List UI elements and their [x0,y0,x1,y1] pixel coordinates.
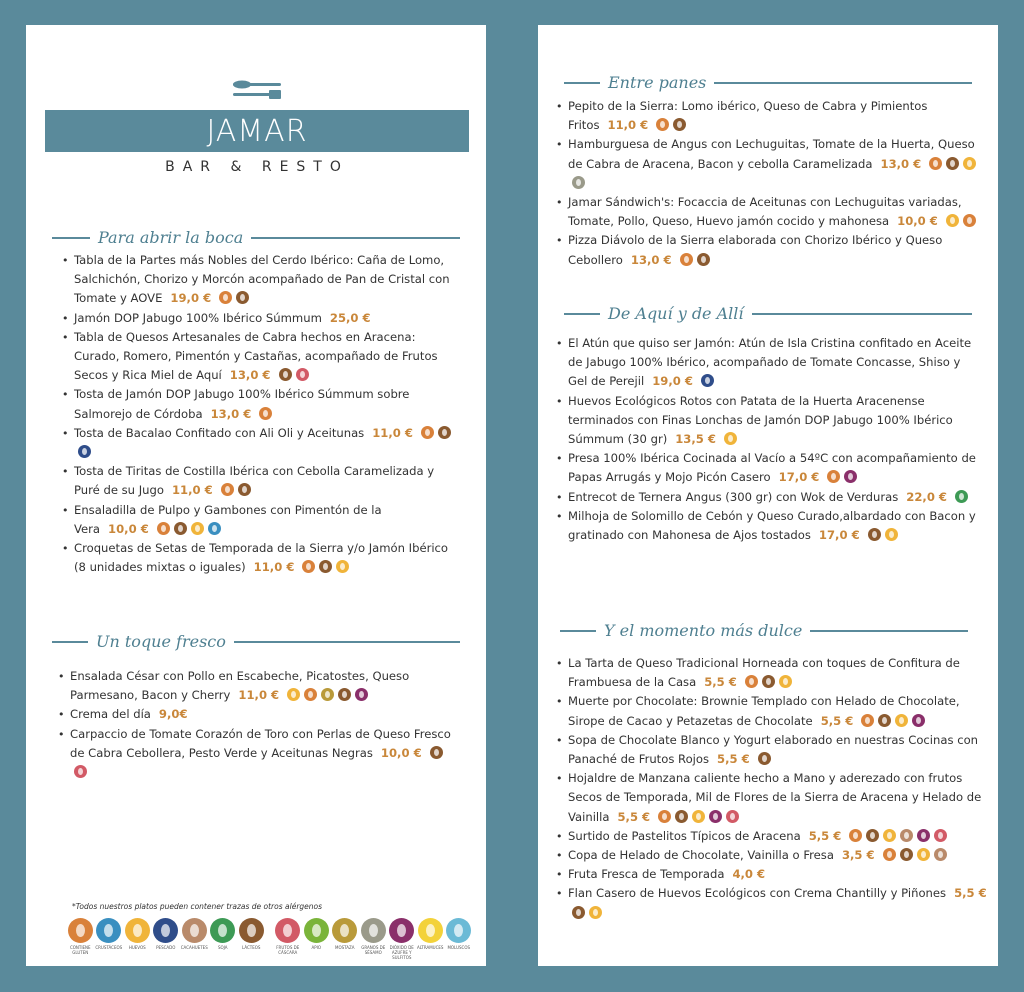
menu-item [58,725,458,783]
frutos-icon [934,829,947,842]
lacteos-icon [762,675,775,688]
section-title: Para abrir la boca [98,228,244,247]
sulfitos-icon [355,688,368,701]
huevo-icon [287,688,300,701]
menu-item-price: 10,0 € [380,745,422,760]
menu-item [556,193,980,231]
menu-item-text: Surtido de Pastelitos Típicos de Aracena [568,828,801,843]
pescado-icon [78,445,91,458]
huevo-icon [779,675,792,688]
huevo-icon [917,848,930,861]
menu-item-price: 19,0 € [170,291,212,306]
section-heading [564,73,972,92]
menu-item [556,865,996,884]
huevo-icon [191,522,204,535]
item-list [556,654,996,923]
legend-label: CONTIENE GLUTEN [69,945,91,955]
legend-item [180,918,209,960]
gluten-icon [259,407,272,420]
menu-item-price: 4,0 € [732,867,766,882]
mostaza-icon [332,918,357,943]
section-heading [564,304,972,323]
huevo-icon [946,214,959,227]
menu-item-price: 10,0 € [108,521,149,536]
section-title: Y el momento más dulce [604,621,803,640]
legend-label: MOSTAZA [335,945,355,950]
gluten-icon [68,918,93,943]
lacteos-icon [675,810,688,823]
huevo-icon [885,528,898,541]
lacteos-icon [438,426,451,439]
menu-item [58,667,458,705]
item-list [62,251,462,577]
menu-item-price: 22,0 € [906,489,947,504]
legend-label: LÁCTEOS [242,945,261,950]
menu-item [556,392,980,450]
menu-item-price: 11,0 € [238,688,280,703]
menu-item-text: Ensaladilla de Pulpo y Gambones con Pimentón de la Vera [74,502,382,536]
menu-page-left [26,25,486,966]
sulfitos-icon [912,714,925,727]
sesamo-icon [572,176,585,189]
menu-item-price: 17,0 € [818,528,860,543]
brand-banner [45,110,469,152]
section-heading [560,621,968,640]
allergen-legend [66,918,473,960]
legend-label: CACAHUETES [180,945,208,950]
menu-item-text: Flan Casero de Huevos Ecológicos con Crema Chantilly y Piñones [568,886,947,901]
menu-item [556,507,980,545]
menu-item-text: Hamburguesa de Angus con Lechuguitas, Tomate de la Huerta, Queso de Cabra de Aracena, Bacon y cebolla Caramelizada [568,137,975,171]
huevo-icon [883,829,896,842]
menu-item [58,705,458,724]
menu-item [62,328,462,386]
huevo-icon [724,432,737,445]
menu-item [556,135,980,193]
gluten-icon [221,483,234,496]
menu-item-price: 5,5 € [717,752,750,767]
cacahuete-icon [900,829,913,842]
cutlery-icon [231,77,283,103]
legend-item [209,918,238,960]
item-list [58,667,458,782]
legend-item [331,918,360,960]
menu-item-text: Jamón DOP Jabugo 100% Ibérico Súmmum [74,310,322,325]
lacteos-icon [697,253,710,266]
menu-item-text: Carpaccio de Tomate Corazón de Toro con Perlas de Queso Fresco de Cabra Cebollera, Pesto Verde y Aceitunas Negras [70,726,451,760]
menu-item [556,97,980,135]
menu-item-price: 11,0 € [171,483,213,498]
menu-item-text: Presa 100% Ibérica Cocinada al Vacío a 54ºC con acompañamiento de Papas Arrugás y Mojo Picón Casero [568,451,976,485]
menu-item [556,488,980,507]
menu-item-price: 5,5 € [704,675,737,690]
legend-item [416,918,445,960]
menu-item-price: 5,5 € [617,809,651,824]
sesamo-icon [361,918,386,943]
legend-item [274,918,303,960]
legend-item [123,918,152,960]
menu-item-price: 13,0 € [210,406,252,421]
brand-subtitle: BAR & RESTO [165,159,349,175]
lacteos-icon [900,848,913,861]
legend-item [237,918,266,960]
menu-item-text: Pepito de la Sierra: Lomo ibérico, Queso de Cabra y Pimientos Fritos [568,99,928,133]
lacteos-icon [868,528,881,541]
legend-item [66,918,95,960]
menu-item-price: 5,5 € [808,828,842,843]
menu-item [556,334,980,392]
legend-label: SOJA [217,945,228,950]
menu-item-price: 3,5 € [841,848,875,863]
menu-item-price: 11,0 € [372,425,413,440]
sulfitos-icon [844,470,857,483]
gluten-icon [421,426,434,439]
menu-item [556,884,996,922]
menu-page-right [538,25,998,966]
legend-item [359,918,388,960]
menu-item-price: 17,0 € [778,470,820,485]
menu-item-price: 13,5 € [675,432,716,447]
pescado-icon [153,918,178,943]
gluten-icon [883,848,896,861]
gluten-icon [304,688,317,701]
menu-item-price: 5,5 € [820,713,854,728]
lacteos-icon [673,118,686,131]
frutos-icon [726,810,739,823]
menu-item-text: Croquetas de Setas de Temporada de la Sierra y/o Jamón Ibérico (8 unidades mixtas o iguales) [74,541,449,575]
menu-item-price: 9,0€ [158,707,188,722]
gluten-icon [680,253,693,266]
menu-item [556,654,996,692]
lacteos-icon [758,752,771,765]
gluten-icon [656,118,669,131]
legend-item [302,918,331,960]
gluten-icon [219,291,232,304]
menu-item [556,731,996,769]
legend-label: CRUSTÁCEOS [95,945,123,950]
huevo-icon [336,560,349,573]
menu-item [62,539,462,577]
menu-item [62,251,462,309]
soja-icon [955,490,968,503]
menu-item [62,501,462,539]
item-list [556,334,980,545]
menu-item [556,827,996,846]
frutos-icon [74,765,87,778]
brand-name: JAMAR [206,113,308,149]
menu-item-price: 11,0 € [607,118,649,133]
lacteos-icon [430,746,443,759]
huevo-icon [692,810,705,823]
menu-item-text: Tosta de Jamón DOP Jabugo 100% Ibérico Súmmum sobre Salmorejo de Córdoba [74,387,410,421]
huevo-icon [895,714,908,727]
frutos-icon [275,918,300,943]
lacteos-icon [338,688,351,701]
menu-item-price: 13,0 € [630,252,672,267]
lacteos-icon [279,368,292,381]
menu-item-text: Jamar Sándwich's: Focaccia de Aceitunas con Lechuguitas variadas, Tomate, Pollo, Queso, Huevo jamón cocido y mahonesa [568,195,962,229]
menu-item-text: Milhoja de Solomillo de Cebón y Queso Curado,albardado con Bacon y gratinado con Mahonesa de Ajos tostados [568,508,976,543]
gluten-icon [929,157,942,170]
menu-item-text: Hojaldre de Manzana caliente hecho a Mano y aderezado con frutos Secos de Temporada, Mil de Flores de la Sierra de Aracena y Helado de Vainilla [568,771,982,824]
lacteos-icon [866,829,879,842]
item-list [556,97,980,270]
lacteos-icon [239,918,264,943]
menu-item-text: Muerte por Chocolate: Brownie Templado con Helado de Chocolate, Sirope de Cacao y Petazetas de Chocolate [568,694,960,728]
sulfitos-icon [917,829,930,842]
menu-item-price: 10,0 € [897,214,938,229]
section-title: Entre panes [608,73,707,92]
legend-label: FRUTOS DE CÁSCARA [276,945,300,955]
menu-item-text: Sopa de Chocolate Blanco y Yogurt elaborado en nuestras Cocinas con Panaché de Frutos Rojos [568,732,979,767]
menu-item-text: Fruta Fresca de Temporada [568,867,725,882]
soja-icon [210,918,235,943]
menu-item-text: Ensalada César con Pollo en Escabeche, Picatostes, Queso Parmesano, Bacon y Cherry [70,669,410,703]
crustaceos-icon [208,522,221,535]
lacteos-icon [946,157,959,170]
huevo-icon [125,918,150,943]
lacteos-icon [238,483,251,496]
cacahuete-icon [182,918,207,943]
legend-label: ALTRAMUCES [417,945,444,950]
lacteos-icon [319,560,332,573]
menu-item-text: Pizza Diávolo de la Sierra elaborada con Chorizo Ibérico y Queso Cebollero [568,233,943,267]
menu-item-price: 13,0 € [880,156,922,171]
menu-item-text: Huevos Ecológicos Rotos con Patata de la Huerta Aracenense terminados con Finas Lonchas de Jamón DOP Jabugo 100% Ibérico Súmmum (30 gr) [568,393,953,447]
gluten-icon [157,522,170,535]
lacteos-icon [174,522,187,535]
menu-item [62,424,462,462]
section-title: Un toque fresco [96,632,226,651]
menu-item-price: 25,0 € [329,310,371,325]
apio-icon [304,918,329,943]
legend-item [95,918,124,960]
legend-label: MOLUSCOS [447,945,471,950]
legend-item [445,918,474,960]
sulfitos-icon [389,918,414,943]
menu-item-text: Tabla de Quesos Artesanales de Cabra hechos en Aracena: Curado, Romero, Pimentón y Castañas, acompañado de Frutos Secos y Rica Miel de Aquí [74,329,438,383]
legend-label: APIO [311,945,321,950]
menu-item-price: 13,0 € [229,368,271,383]
pescado-icon [701,374,714,387]
menu-item [556,846,996,865]
menu-item-text: Tosta de Tiritas de Costilla Ibérica con Cebolla Caramelizada y Puré de su Jugo [74,464,435,498]
legend-label: HUEVOS [128,945,146,950]
legend-label: PESCADO [156,945,176,950]
legend-label: DIÓXIDO DE AZUFRE Y SULFITOS [389,945,414,960]
menu-item [62,309,462,328]
menu-item [62,462,462,500]
section-title: De Aquí y de Allí [608,304,744,323]
gluten-icon [745,675,758,688]
menu-item-text: Entrecot de Ternera Angus (300 gr) con Wok de Verduras [568,489,899,504]
legend-item [152,918,181,960]
lacteos-icon [878,714,891,727]
section-heading [52,228,460,247]
menu-item [556,449,980,487]
menu-item-text: Crema del día [70,707,151,722]
legend-label: GRANOS DE SÉSAMO [361,945,386,955]
gluten-icon [827,470,840,483]
section-heading [52,632,460,651]
menu-item [62,385,462,423]
menu-item-text: Copa de Helado de Chocolate, Vainilla o Fresa [568,848,834,863]
menu-item [556,692,996,730]
lacteos-icon [236,291,249,304]
cacahuete-icon [934,848,947,861]
menu-item-price: 11,0 € [253,560,295,575]
huevo-icon [963,157,976,170]
gluten-icon [302,560,315,573]
menu-item-text: La Tarta de Queso Tradicional Horneada con toques de Confitura de Frambuesa de la Casa [568,656,960,690]
gluten-icon [861,714,874,727]
altramuz-icon [418,918,443,943]
huevo-icon [589,906,602,919]
menu-item [556,231,980,269]
menu-item [556,769,996,827]
mostaza-icon [321,688,334,701]
menu-item-price: 19,0 € [652,374,693,389]
crustaceos-icon [96,918,121,943]
menu-item-text: Tosta de Bacalao Confitado con Ali Oli y Aceitunas [74,425,365,440]
gluten-icon [963,214,976,227]
sulfitos-icon [709,810,722,823]
lacteos-icon [572,906,585,919]
moluscos-icon [446,918,471,943]
gluten-icon [658,810,671,823]
gluten-icon [849,829,862,842]
frutos-icon [296,368,309,381]
menu-item-text: Tabla de la Partes más Nobles del Cerdo Ibérico: Caña de Lomo, Salchichón, Chorizo y Morcón acompañado de Pan de Cristal con Tomate y AOVE [74,253,450,306]
allergen-note: *Todos nuestros platos pueden contener trazas de otros alérgenos [72,902,323,911]
menu-item-text: El Atún que quiso ser Jamón: Atún de Isla Cristina confitado en Aceite de Jabugo 100% Ibérico, acompañado de Tomate Concasse, Shiso y Gel de Perejil [568,336,972,389]
menu-item-price: 5,5 € [954,886,987,901]
legend-item [388,918,417,960]
